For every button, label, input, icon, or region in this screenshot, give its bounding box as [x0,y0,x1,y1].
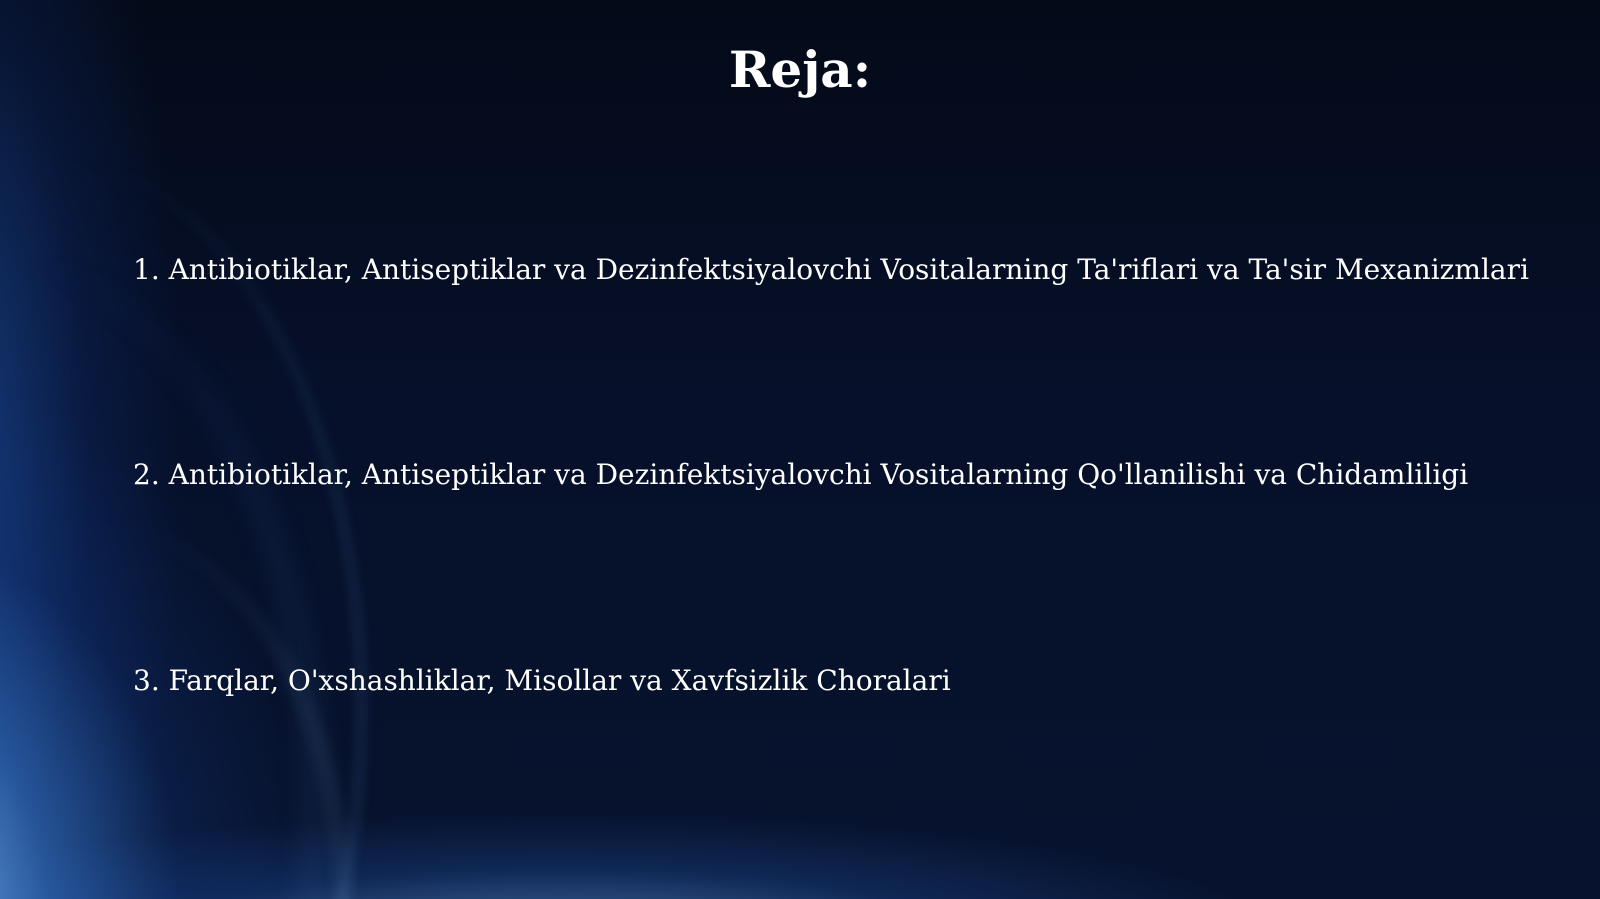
plan-item-1: 1. Antibiotiklar, Antiseptiklar va Dezinfektsiyalovchi Vositalarning Ta'riflari va Ta'sir Mexanizmlari [133,253,1529,286]
light-streak-decoration [0,520,344,899]
plan-item-2: 2. Antibiotiklar, Antiseptiklar va Dezinfektsiyalovchi Vositalarning Qo'llanilishi va Chidamliligi [133,458,1469,491]
light-streak-decoration [0,260,318,899]
slide-title: Reja: [728,40,872,99]
plan-item-3: 3. Farqlar, O'xshashliklar, Misollar va Xavfsizlik Choralari [133,664,951,697]
